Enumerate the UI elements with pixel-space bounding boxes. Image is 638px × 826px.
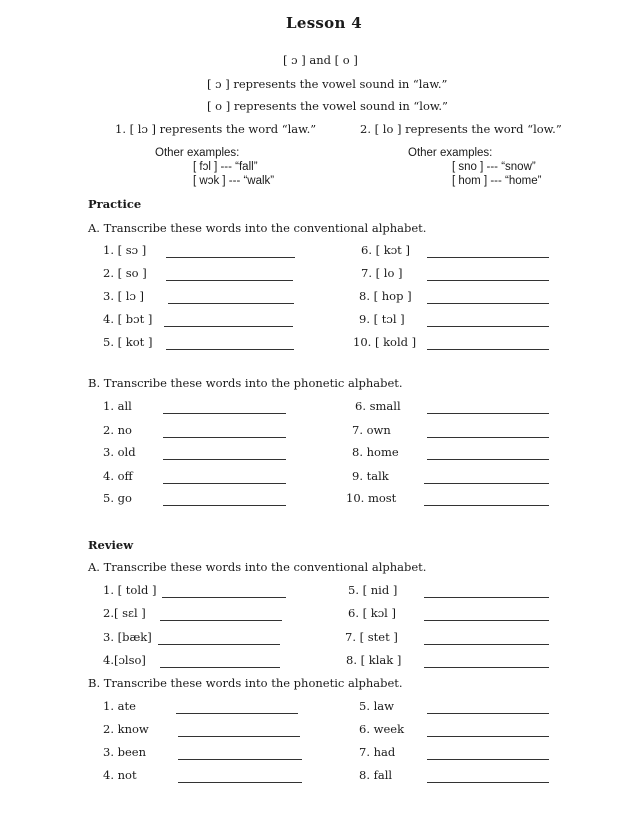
answer-line[interactable] [427,736,549,737]
answer-line[interactable] [427,257,549,258]
practice-b-item: 4. off [103,469,133,483]
practice-a-item: 4. [ bɔt ] [103,312,153,326]
review-b-item: 7. had [359,745,396,759]
answer-line[interactable] [163,437,286,438]
answer-line[interactable] [160,667,280,668]
review-heading: Review [88,538,134,552]
answer-line[interactable] [427,437,549,438]
review-b-item: 4. not [103,768,137,782]
review-a-item: 5. [ nid ] [348,583,398,597]
answer-line[interactable] [427,303,549,304]
other-examples-left-heading: Other examples: [155,147,240,159]
answer-line[interactable] [427,326,549,327]
review-a-item: 1. [ told ] [103,583,157,597]
practice-b-item: 1. all [103,399,132,413]
other-example-snow: [ sno ] --- “snow” [452,161,536,173]
answer-line[interactable] [163,413,286,414]
answer-line[interactable] [163,483,286,484]
answer-line[interactable] [163,505,286,506]
other-example-walk: [ wɔk ] --- “walk” [193,175,275,187]
practice-a-item: 2. [ so ] [103,266,147,280]
review-a-item: 3. [bæk] [103,630,152,644]
answer-line[interactable] [160,620,282,621]
page-subtitle: [ ɔ ] and [ o ] [283,53,358,67]
answer-line[interactable] [424,644,549,645]
review-b-instruction: B. Transcribe these words into the phonetic alphabet. [88,676,403,690]
answer-line[interactable] [424,505,549,506]
answer-line[interactable] [166,257,295,258]
answer-line[interactable] [162,597,286,598]
practice-b-instruction: B. Transcribe these words into the phonetic alphabet. [88,376,403,390]
answer-line[interactable] [158,644,280,645]
example-low: 2. [ lo ] represents the word “low.” [360,122,562,136]
review-a-item: 4.[ɔlso] [103,653,146,667]
answer-line[interactable] [427,782,549,783]
answer-line[interactable] [427,459,549,460]
answer-line[interactable] [166,280,293,281]
other-examples-right-heading: Other examples: [408,147,493,159]
practice-heading: Practice [88,197,142,211]
answer-line[interactable] [178,782,302,783]
practice-a-item: 7. [ lo ] [361,266,403,280]
practice-a-instruction: A. Transcribe these words into the conventional alphabet. [88,221,427,235]
practice-a-item: 9. [ tɔl ] [359,312,405,326]
answer-line[interactable] [424,620,549,621]
review-a-item: 6. [ kɔl ] [348,606,396,620]
practice-a-item: 10. [ kold ] [353,335,417,349]
answer-line[interactable] [427,759,549,760]
practice-a-item: 3. [ lɔ ] [103,289,145,303]
answer-line[interactable] [178,736,300,737]
other-example-home: [ hom ] --- “home” [452,175,542,187]
answer-line[interactable] [427,349,549,350]
practice-a-item: 6. [ kɔt ] [361,243,410,257]
practice-b-item: 7. own [352,423,391,437]
review-b-item: 6. week [359,722,405,736]
answer-line[interactable] [424,597,549,598]
answer-line[interactable] [163,459,286,460]
answer-line[interactable] [164,326,293,327]
review-b-item: 1. ate [103,699,136,713]
practice-b-item: 2. no [103,423,132,437]
practice-a-item: 1. [ sɔ ] [103,243,147,257]
answer-line[interactable] [178,759,302,760]
practice-b-item: 5. go [103,491,132,505]
practice-a-item: 8. [ hop ] [359,289,412,303]
page-title: Lesson 4 [286,14,362,32]
answer-line[interactable] [176,713,298,714]
practice-b-item: 8. home [352,445,399,459]
rule-closed-o: [ o ] represents the vowel sound in “low.” [207,99,448,113]
example-law: 1. [ lɔ ] represents the word “law.” [115,122,317,136]
answer-line[interactable] [168,303,294,304]
practice-b-item: 6. small [355,399,401,413]
review-b-item: 2. know [103,722,149,736]
rule-open-o: [ ɔ ] represents the vowel sound in “law.” [207,77,448,91]
review-a-item: 2.[ sɛl ] [103,606,146,620]
practice-b-item: 10. most [346,491,397,505]
practice-b-item: 3. old [103,445,136,459]
other-example-fall: [ fɔl ] --- “fall” [193,161,258,173]
answer-line[interactable] [427,713,549,714]
review-b-item: 3. been [103,745,147,759]
review-a-item: 8. [ klak ] [346,653,402,667]
practice-b-item: 9. talk [352,469,389,483]
answer-line[interactable] [427,280,549,281]
practice-a-item: 5. [ kot ] [103,335,153,349]
answer-line[interactable] [424,483,549,484]
answer-line[interactable] [166,349,294,350]
review-a-item: 7. [ stet ] [345,630,398,644]
answer-line[interactable] [427,413,549,414]
review-b-item: 8. fall [359,768,393,782]
review-b-item: 5. law [359,699,395,713]
answer-line[interactable] [424,667,549,668]
review-a-instruction: A. Transcribe these words into the conventional alphabet. [88,560,427,574]
